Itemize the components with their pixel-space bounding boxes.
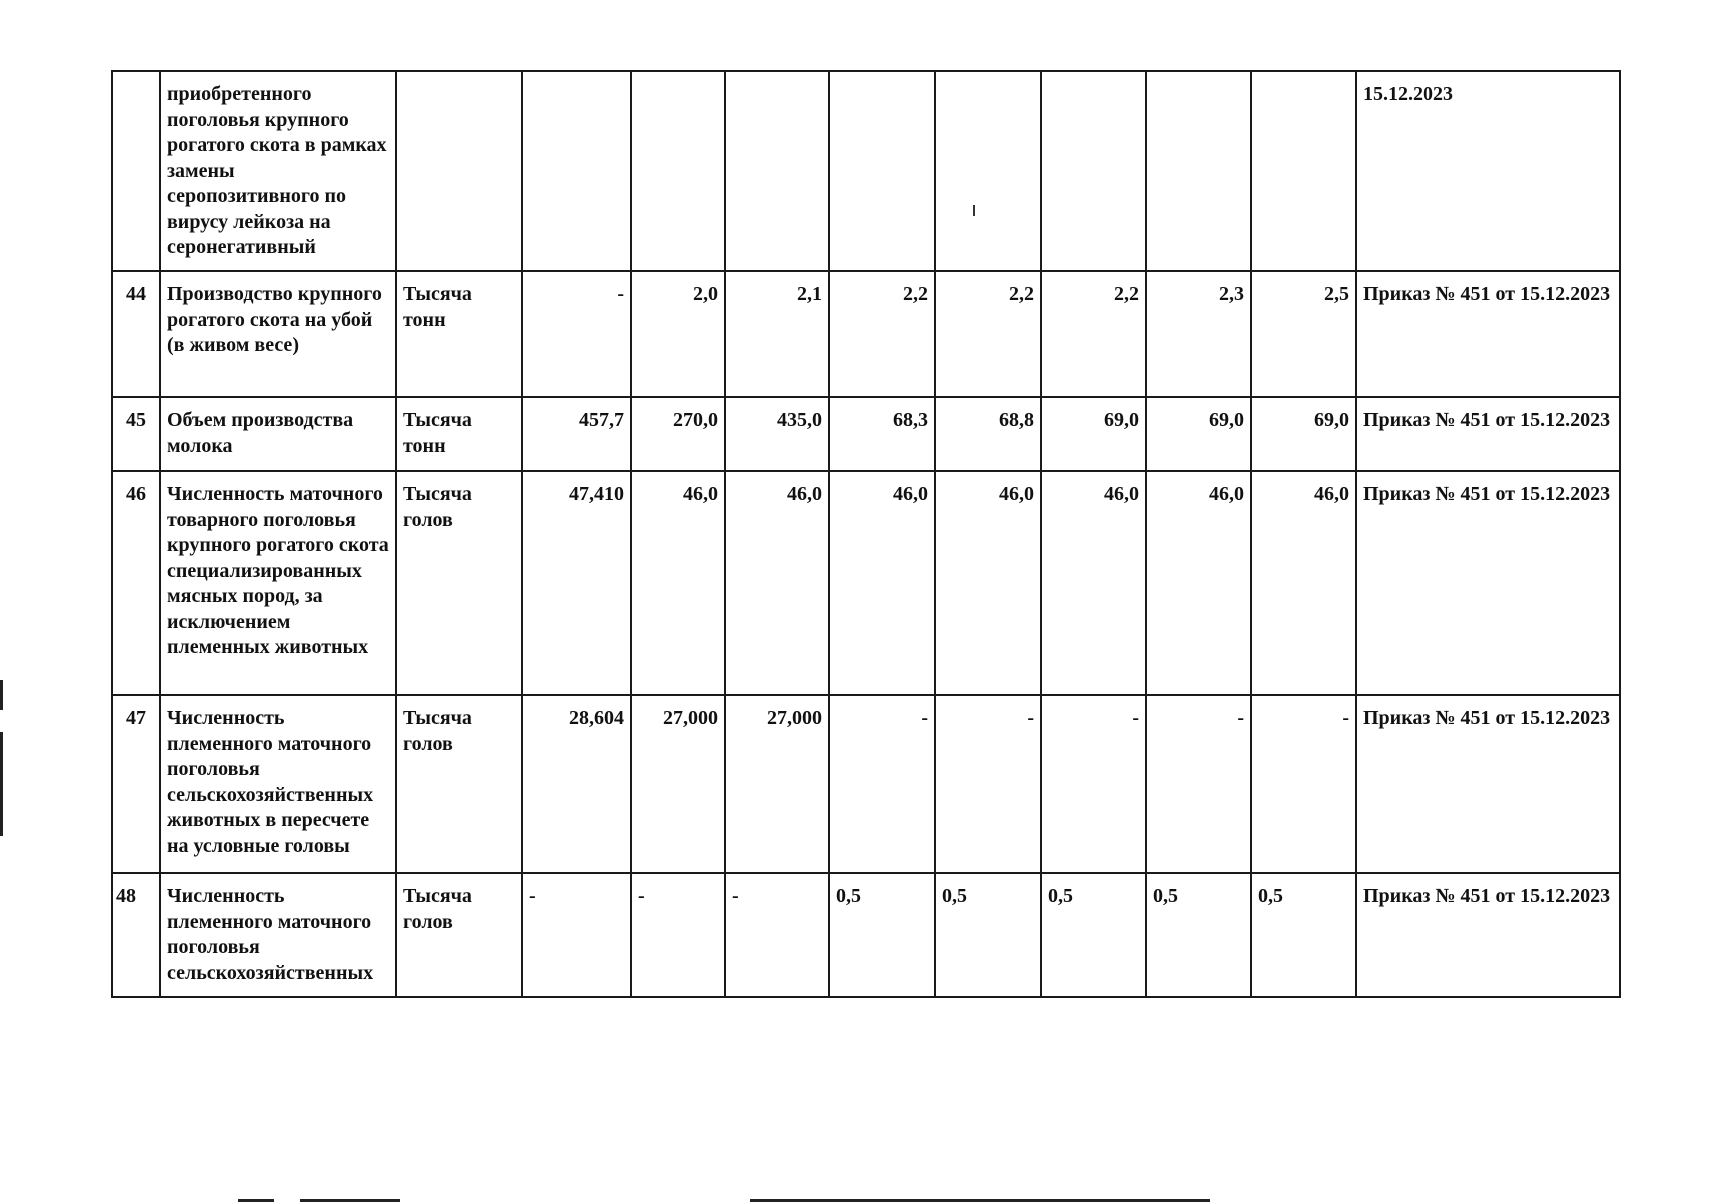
row-index-cell <box>112 71 160 271</box>
value-cell-7: 46,0 <box>1146 471 1251 695</box>
value-cell-8: 2,5 <box>1251 271 1356 397</box>
indicators-table <box>111 70 1621 998</box>
indicator-name-cell: приобретенного поголовья крупного рогатого скота в рамках замены серопозитивного по вирусу лейкоза на серонегативный <box>160 71 396 271</box>
value-cell-8 <box>1251 71 1356 271</box>
value-cell-7: 0,5 <box>1146 873 1251 997</box>
value-cell-6: 2,2 <box>1041 271 1146 397</box>
value-cell-1: - <box>522 873 631 997</box>
source-cell: Приказ № 451 от 15.12.2023 <box>1356 471 1620 695</box>
value-cell-1: - <box>522 271 631 397</box>
value-cell-1: 28,604 <box>522 695 631 873</box>
unit-cell <box>396 71 522 271</box>
value-cell-3: 27,000 <box>725 695 829 873</box>
value-cell-2: 27,000 <box>631 695 725 873</box>
value-cell-8: 69,0 <box>1251 397 1356 471</box>
value-cell-3: 2,1 <box>725 271 829 397</box>
row-index-cell: 48 <box>112 873 160 997</box>
value-cell-7: 2,3 <box>1146 271 1251 397</box>
unit-cell: Тысяча голов <box>396 695 522 873</box>
table-row-continuation <box>112 71 1620 271</box>
value-cell-6 <box>1041 71 1146 271</box>
value-cell-3: 46,0 <box>725 471 829 695</box>
value-cell-4: - <box>829 695 935 873</box>
indicator-name-cell: Производство крупного рогатого скота на убой (в живом весе) <box>160 271 396 397</box>
source-cell: Приказ № 451 от 15.12.2023 <box>1356 271 1620 397</box>
value-cell-2: 2,0 <box>631 271 725 397</box>
row-index-cell: 44 <box>112 271 160 397</box>
value-cell-6: - <box>1041 695 1146 873</box>
value-cell-3: 435,0 <box>725 397 829 471</box>
row-index-cell: 46 <box>112 471 160 695</box>
value-cell-3 <box>725 71 829 271</box>
value-cell-6: 0,5 <box>1041 873 1146 997</box>
source-cell: 15.12.2023 <box>1356 71 1620 271</box>
source-cell: Приказ № 451 от 15.12.2023 <box>1356 695 1620 873</box>
unit-cell: Тысяча голов <box>396 471 522 695</box>
value-cell-5: 68,8 <box>935 397 1041 471</box>
table-row-47 <box>112 695 1620 873</box>
row-index-cell: 47 <box>112 695 160 873</box>
indicator-name-cell: Численность племенного маточного поголовья сельскохозяйственных <box>160 873 396 997</box>
value-cell-2: 270,0 <box>631 397 725 471</box>
value-cell-2: 46,0 <box>631 471 725 695</box>
value-cell-2: - <box>631 873 725 997</box>
value-cell-1: 47,410 <box>522 471 631 695</box>
unit-cell: Тысяча тонн <box>396 271 522 397</box>
value-cell-5: - <box>935 695 1041 873</box>
value-cell-2 <box>631 71 725 271</box>
scan-margin-bar <box>0 680 3 710</box>
value-cell-6: 69,0 <box>1041 397 1146 471</box>
row-index-cell: 45 <box>112 397 160 471</box>
value-cell-7: 69,0 <box>1146 397 1251 471</box>
value-cell-7: - <box>1146 695 1251 873</box>
value-cell-4: 46,0 <box>829 471 935 695</box>
value-cell-1: 457,7 <box>522 397 631 471</box>
value-cell-1 <box>522 71 631 271</box>
indicator-name-cell: Численность племенного маточного поголовья сельскохозяйственных животных в пересчете на условные головы <box>160 695 396 873</box>
value-cell-4: 0,5 <box>829 873 935 997</box>
indicator-name-cell: Численность маточного товарного поголовья крупного рогатого скота специализированных мясных пород, за исключением племенных животных <box>160 471 396 695</box>
scan-margin-bar <box>0 732 3 836</box>
value-cell-4 <box>829 71 935 271</box>
value-cell-8: - <box>1251 695 1356 873</box>
table-row-48 <box>112 873 1620 997</box>
value-cell-7 <box>1146 71 1251 271</box>
table-row-46 <box>112 471 1620 695</box>
table-row-44 <box>112 271 1620 397</box>
value-cell-4: 68,3 <box>829 397 935 471</box>
unit-cell: Тысяча тонн <box>396 397 522 471</box>
value-cell-6: 46,0 <box>1041 471 1146 695</box>
unit-cell: Тысяча голов <box>396 873 522 997</box>
scan-artifact-mark <box>973 205 975 216</box>
value-cell-3: - <box>725 873 829 997</box>
value-cell-5: 46,0 <box>935 471 1041 695</box>
indicator-name-cell: Объем производства молока <box>160 397 396 471</box>
value-cell-8: 0,5 <box>1251 873 1356 997</box>
source-cell: Приказ № 451 от 15.12.2023 <box>1356 397 1620 471</box>
source-cell: Приказ № 451 от 15.12.2023 <box>1356 873 1620 997</box>
value-cell-5: 0,5 <box>935 873 1041 997</box>
value-cell-8: 46,0 <box>1251 471 1356 695</box>
value-cell-5 <box>935 71 1041 271</box>
table-row-45 <box>112 397 1620 471</box>
value-cell-4: 2,2 <box>829 271 935 397</box>
value-cell-5: 2,2 <box>935 271 1041 397</box>
